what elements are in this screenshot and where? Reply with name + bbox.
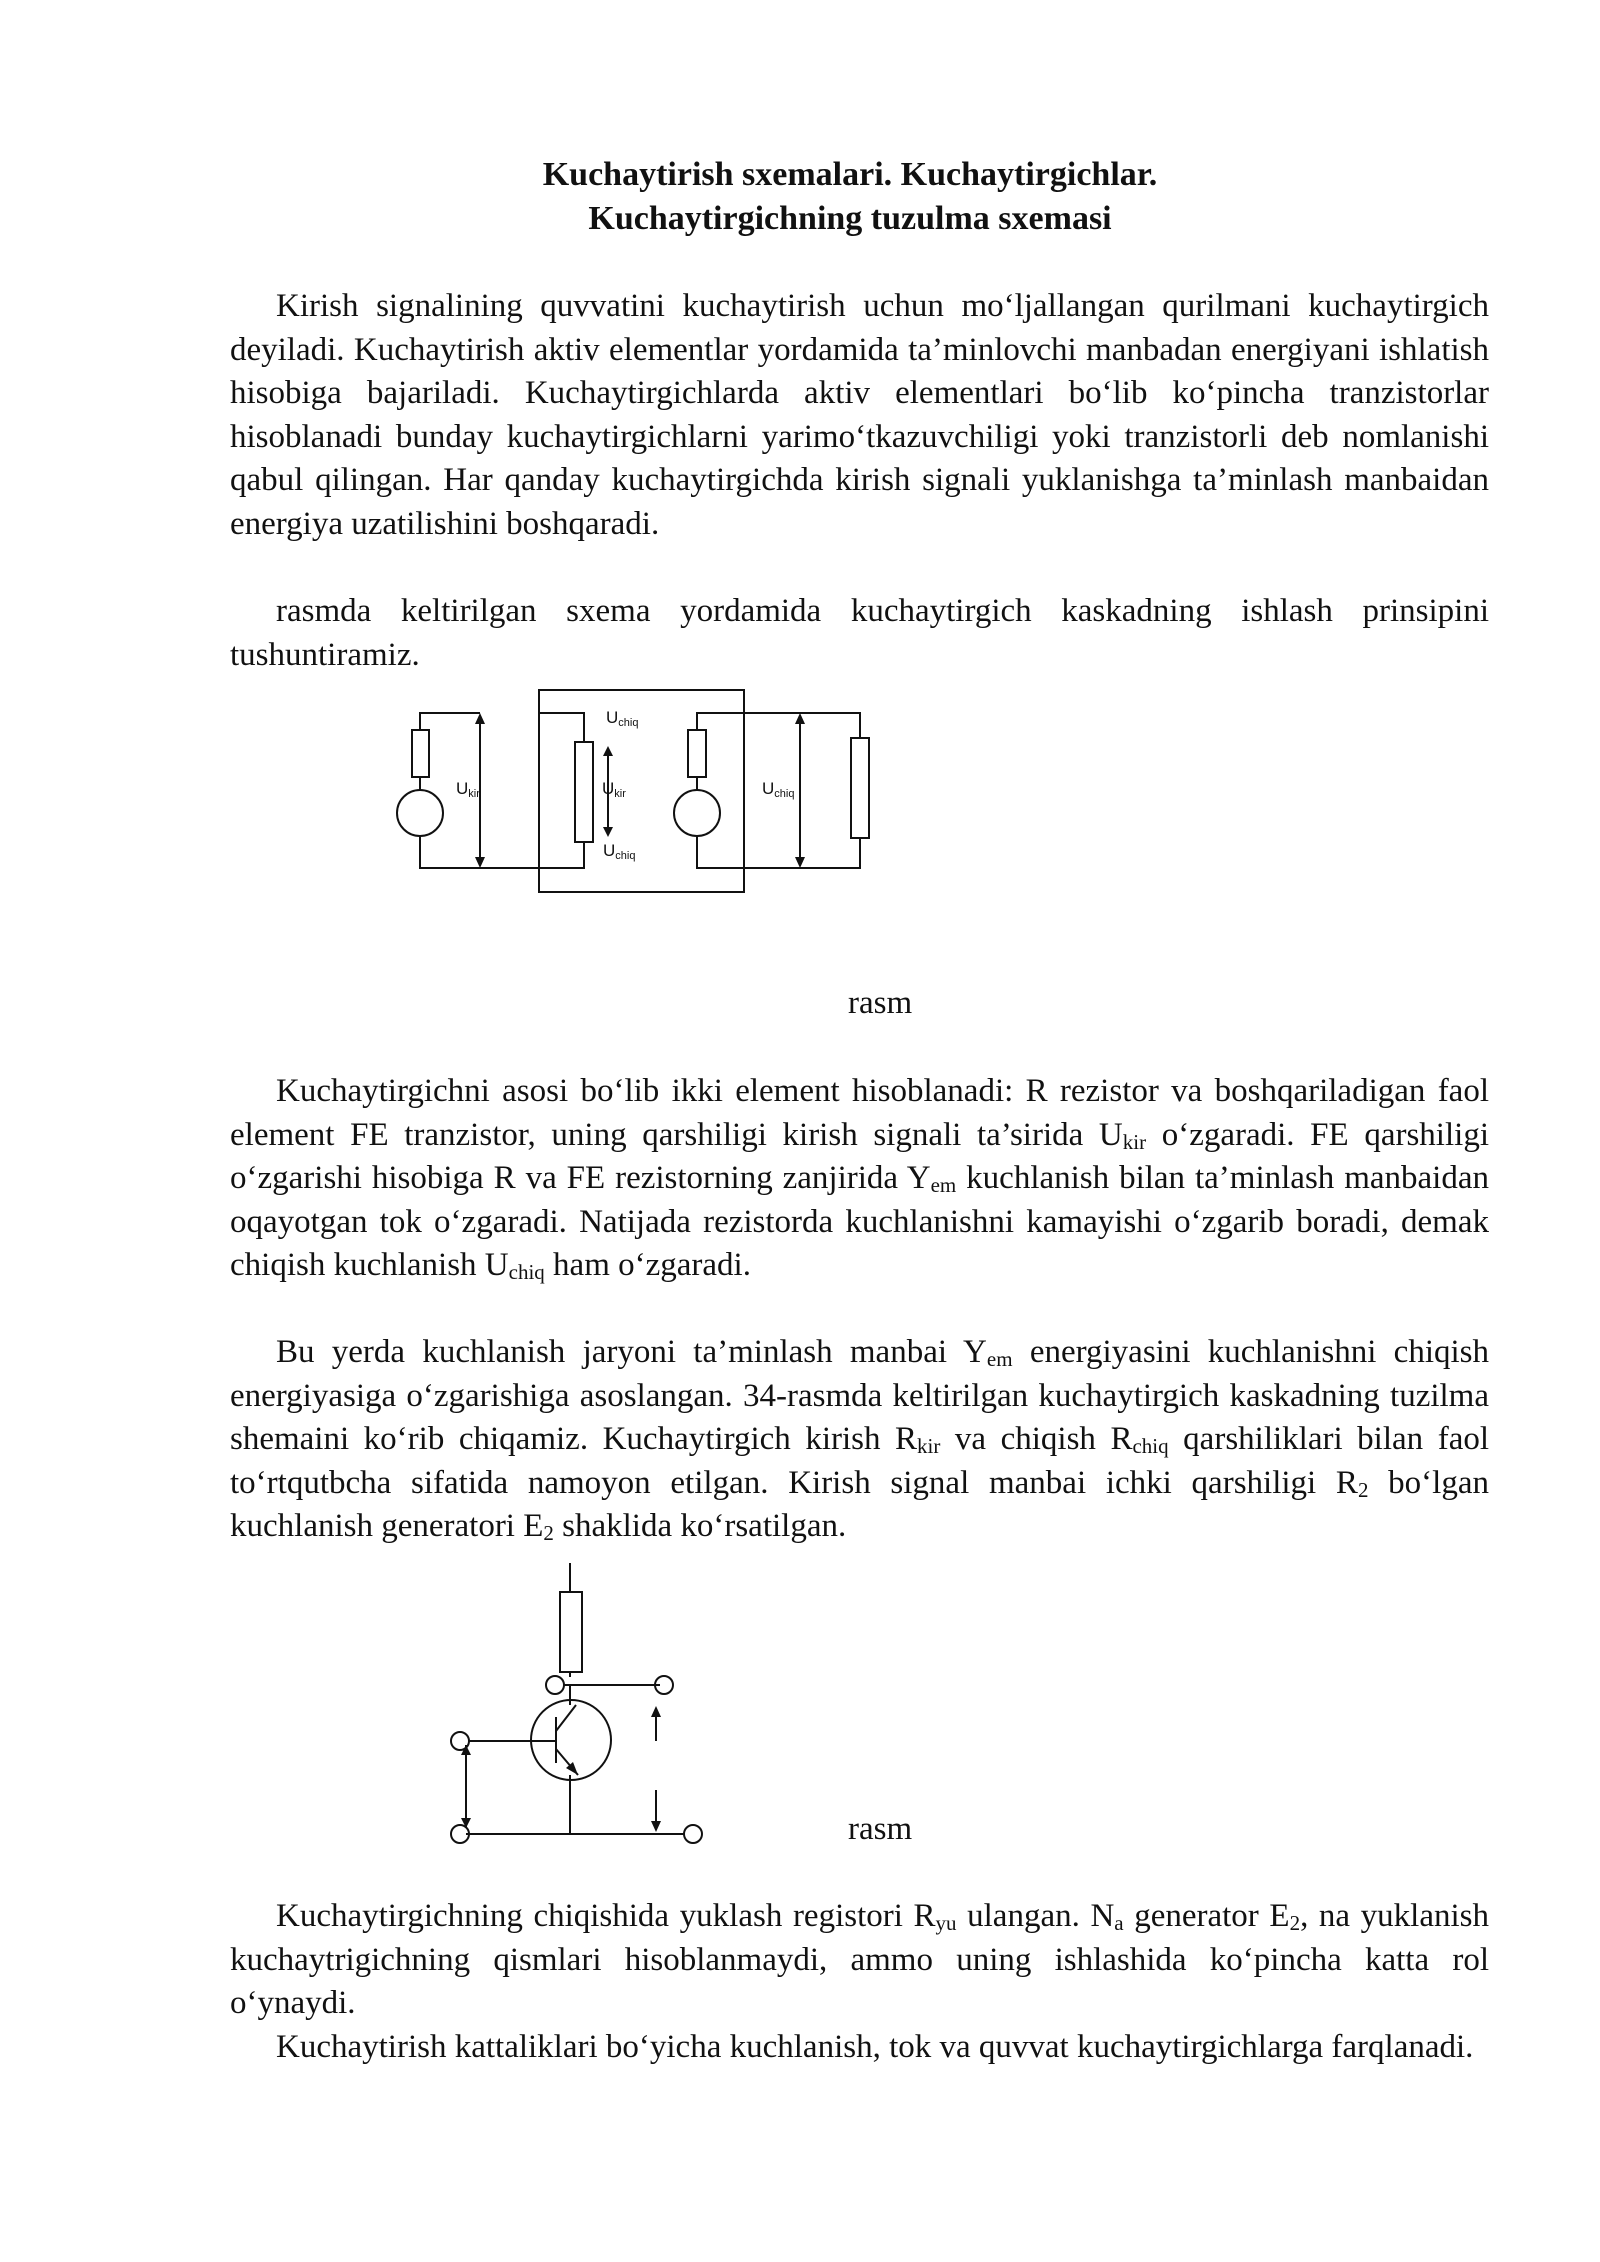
load-resistor-icon xyxy=(851,738,869,838)
figure-2-caption: rasm xyxy=(848,1811,913,1847)
voltage-source-icon xyxy=(397,790,443,836)
terminal-icon xyxy=(684,1825,702,1843)
document-title-line-1: Kuchaytirish sxemalari. Kuchaytirgichlar. xyxy=(542,156,1158,193)
voltage-source-icon xyxy=(674,790,720,836)
resistor-icon xyxy=(412,730,429,777)
paragraph-6-text: Kuchaytirish kattaliklari bo‘yicha kuchlanish, tok va quvvat kuchaytirgichlarga farqlanadi. xyxy=(276,2029,1474,2065)
amplifier-block xyxy=(539,690,744,892)
paragraph-2-text: rasmda keltirilgan sxema yordamida kuchaytirgich kaskadning ishlash prinsipini tushuntiramiz. xyxy=(230,593,1489,673)
label-u-chiq-bottom: Uchiq xyxy=(603,841,636,862)
label-u-chiq-right: Uchiq xyxy=(762,779,795,800)
resistor-icon xyxy=(560,1592,582,1672)
paragraph-5: Kuchaytirgichning chiqishida yuklash registori $R_{yu}$ ulangan. $N_a$ generator $E_2$, na yuklanish kuchaytrigichning qismlari hisoblanmaydi, ammo uning ishlashida ko‘pincha katta rol o‘ynaydi. xyxy=(230,1898,1489,2022)
paragraph-1-text: Kirish signalining quvvatini kuchaytirish uchun mo‘ljallangan qurilmani kuchaytirgich deyiladi. Kuchaytirish aktiv elementlar yordamida ta’minlovchi manbadan energiyani ishlatish hisobiga bajariladi. Kuchaytirgichlarda aktiv elementlari bo‘lib ko‘pincha tranzistorlar hisoblanadi bunday kuchaytirgichlarni yarimo‘tkazuvchiligi yoki tranzistorli deb nomlanishi qabul qilingan. Har qanday kuchaytirgichda kirish signali yuklanishga ta’minlash manbaidan energiya uzatilishini boshqaradi. xyxy=(230,288,1489,542)
figure-1-caption: rasm xyxy=(848,985,913,1021)
label-u-chiq-top: Uchiq xyxy=(606,708,639,729)
wire xyxy=(420,713,480,730)
document-title-line-2: Kuchaytirgichning tuzulma sxemasi xyxy=(588,200,1112,237)
figure-2-transistor-circuit xyxy=(440,1560,720,1860)
paragraph-6 xyxy=(230,2026,1489,2070)
paragraph-4: Bu yerda kuchlanish jaryoni ta’minlash manbai $Y_{em}$ energiyasini kuchlanishni chiqish energiyasiga o‘zgarishiga asoslangan. 34-rasmda keltirilgan kuchaytirgich kaskadning tuzilma shemaini ko‘rib chiqamiz. Kuchaytirgich kirish $R_{kir}$ va chiqish $R_{chiq}$ qarshiliklari bilan faol to‘rtqutbcha sifatida namoyon etilgan. Kirish signal manbai ichki qarshiligi $R_2$ bo‘lgan kuchlanish generatori $E_2$ shaklida ko‘rsatilgan. xyxy=(230,1334,1490,1546)
terminal-icon xyxy=(546,1676,564,1694)
paragraph-1 xyxy=(230,285,1489,547)
resistor-icon xyxy=(688,730,706,777)
paragraph-3: Kuchaytirgichni asosi bo‘lib ikki element hisoblanadi: R rezistor va boshqariladigan faol element FE tranzistor, uning qarshiligi kirish signali ta’sirida $U_{kir}$ o‘zgaradi. FE qarshiligi o‘zgarishi hisobiga R va FE rezistorning zanjirida $Y_{em}$ kuchlanish bilan ta’minlash manbaidan oqayotgan tok o‘zgaradi. Natijada rezistorda kuchlanishni kamayishi o‘zgarib boradi, demak chiqish kuchlanish $U_{chiq}$ ham o‘zgaradi. xyxy=(230,1073,1489,1285)
paragraph-2 xyxy=(230,590,1489,677)
label-u-kir-left: Ukir xyxy=(456,779,480,800)
label-u-kir-middle: Ukir xyxy=(602,779,626,800)
figure-1-schematic xyxy=(380,680,900,905)
resistor-icon xyxy=(575,742,593,842)
